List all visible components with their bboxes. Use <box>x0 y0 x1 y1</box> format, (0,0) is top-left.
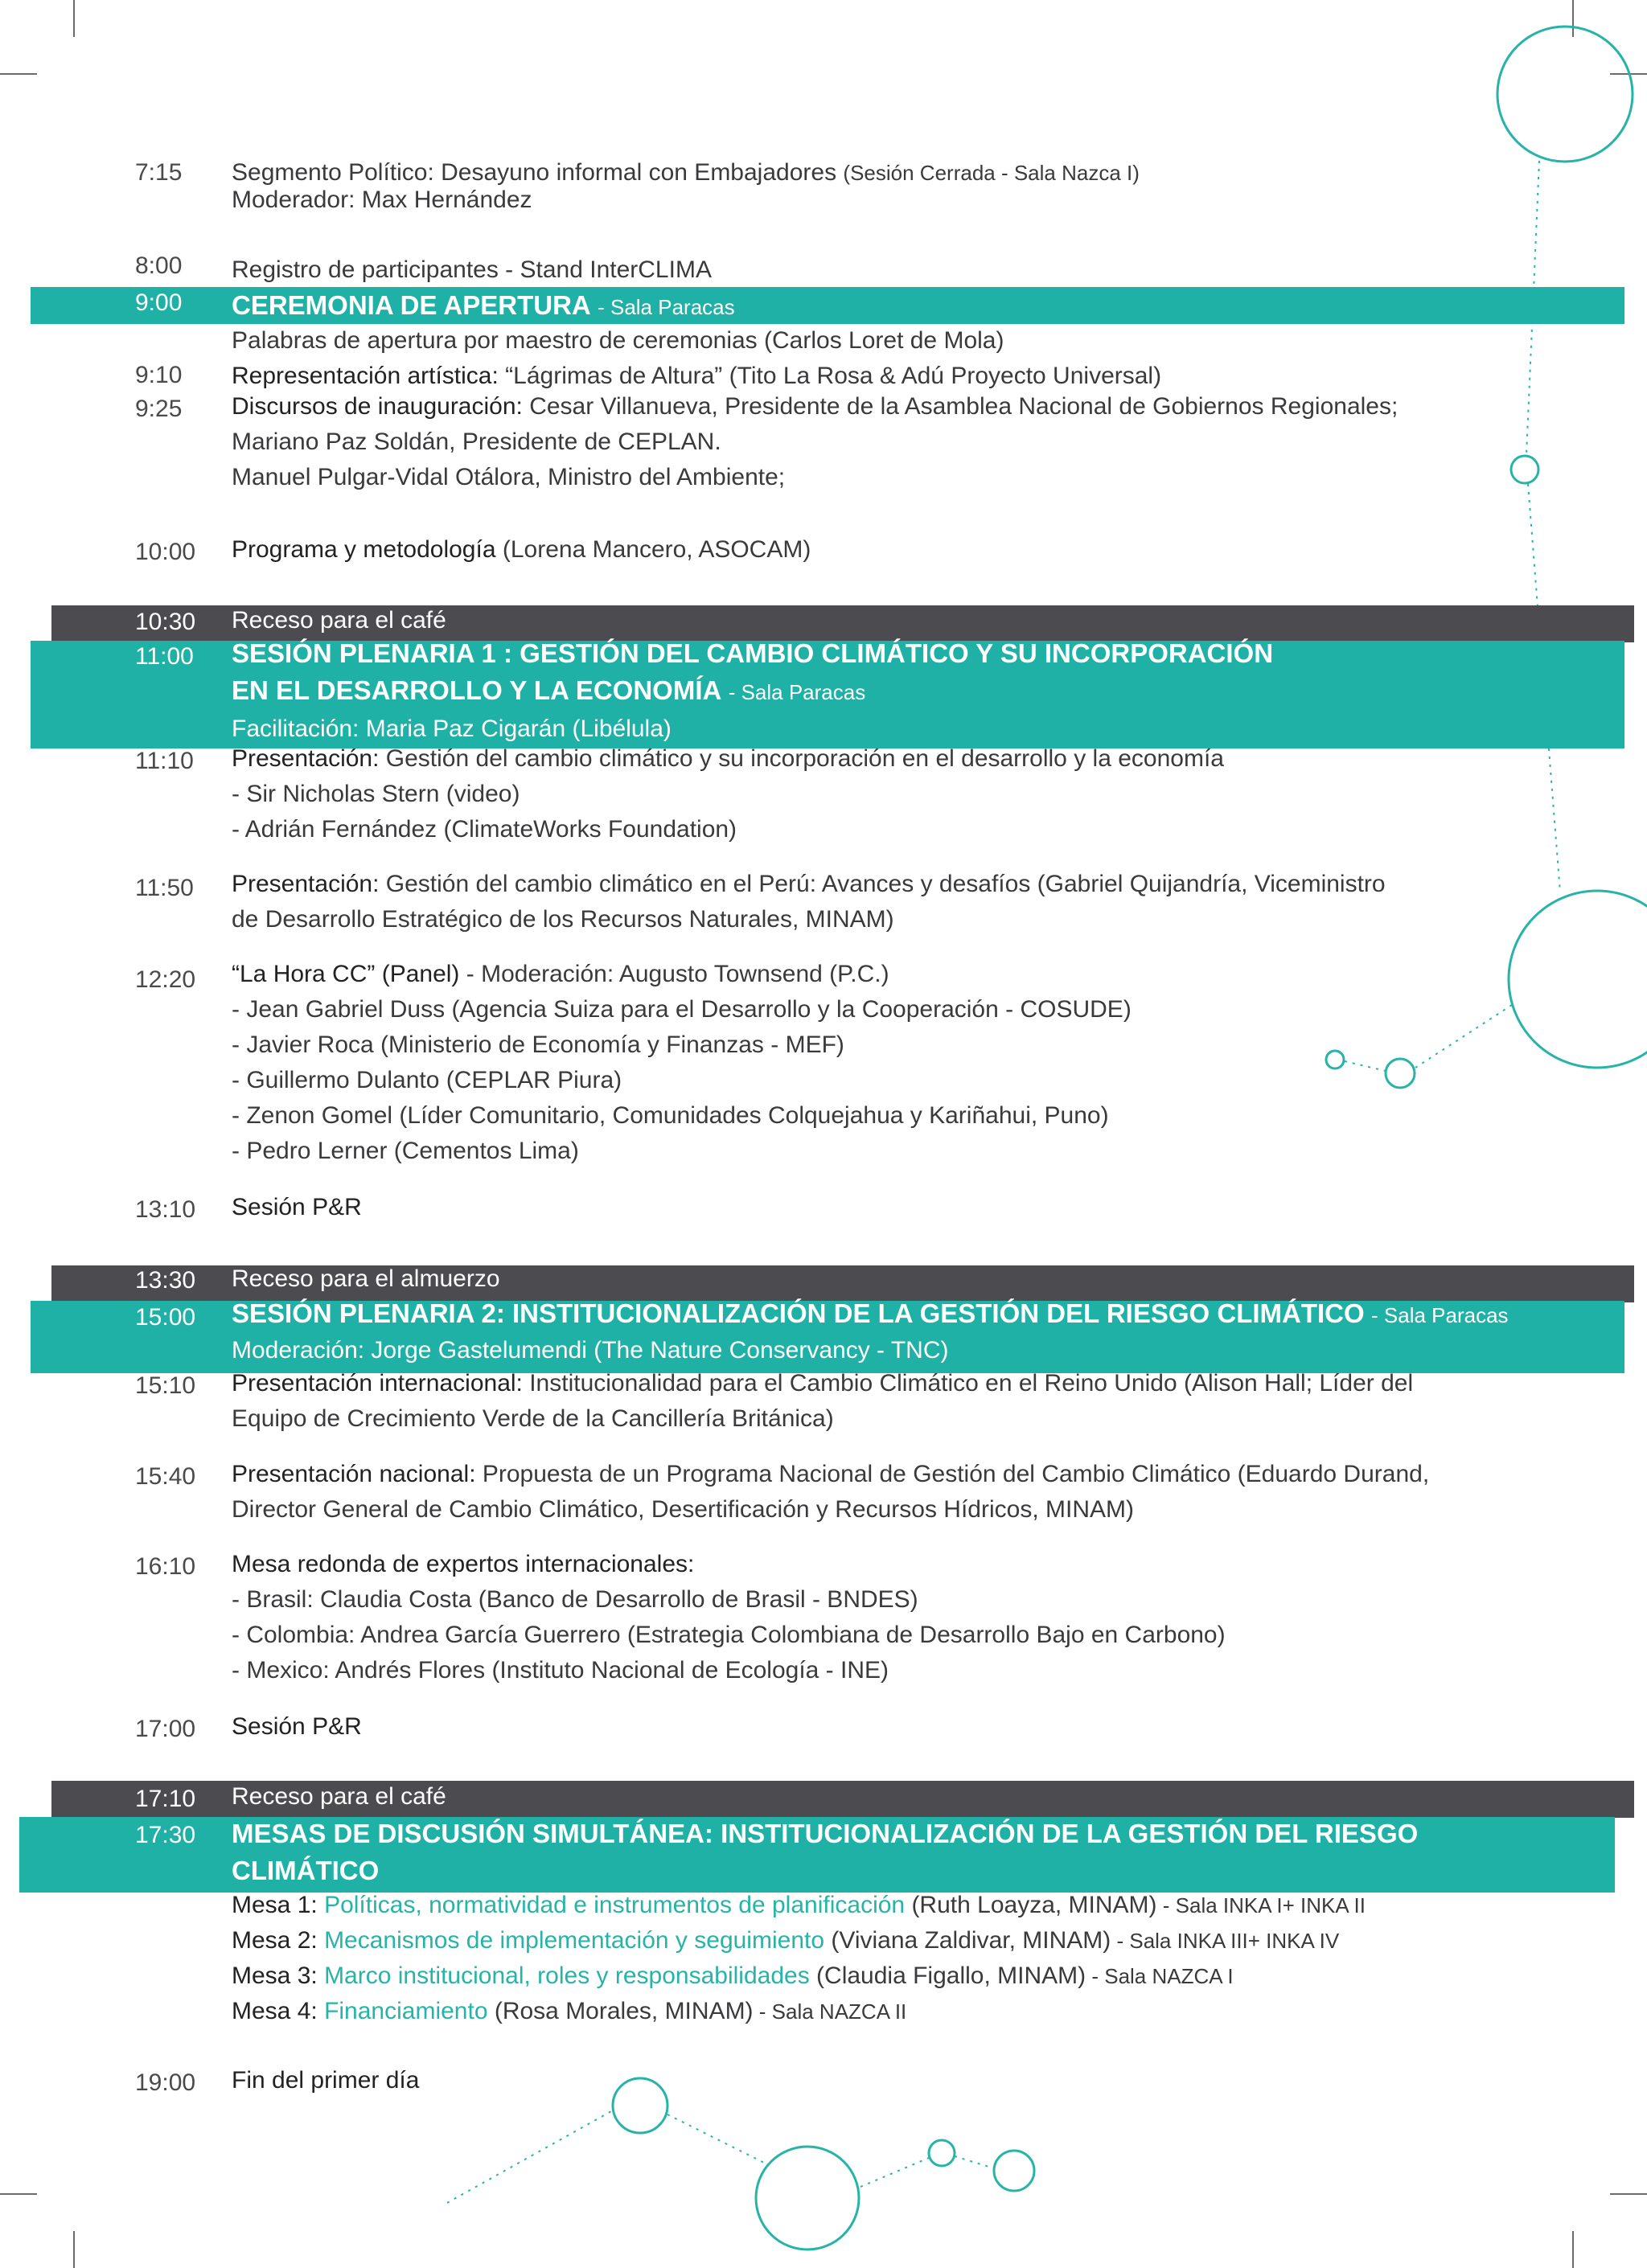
session-label: Mesa redonda de expertos internacionales: <box>232 1551 695 1577</box>
panel-member: - Pedro Lerner (Cementos Lima) <box>232 1138 579 1164</box>
session-title: EN EL DESARROLLO Y LA ECONOMÍA <box>232 675 722 705</box>
session-text: Sesión P&R <box>232 1194 362 1220</box>
time-label: 17:30 <box>135 1822 196 1848</box>
mesa-label: Mesa 1: <box>232 1892 325 1918</box>
time-label: 15:00 <box>135 1304 196 1331</box>
session-text: Registro de participantes - Stand InterCLIMA <box>232 256 712 283</box>
mesa-room: - Sala NAZCA II <box>753 1999 907 2024</box>
mesa-topic: Financiamiento <box>324 1998 488 2024</box>
time-label: 15:40 <box>135 1463 196 1490</box>
time-label: 13:10 <box>135 1196 196 1223</box>
session-label: Programa y metodología <box>232 536 496 563</box>
session-line: Manuel Pulgar-Vidal Otálora, Ministro del Ambiente; <box>232 464 786 490</box>
mesa-room: - Sala NAZCA I <box>1086 1964 1234 1988</box>
mesa-topic: Marco institucional, roles y responsabilidades <box>324 1962 810 1989</box>
panel-member: - Mexico: Andrés Flores (Instituto Nacional de Ecología - INE) <box>232 1657 889 1684</box>
session-title: SESIÓN PLENARIA 1 : GESTIÓN DEL CAMBIO CLIMÁTICO Y SU INCORPORACIÓN <box>232 638 1274 668</box>
session-text: Receso para el almuerzo <box>232 1265 500 1292</box>
time-label: 9:00 <box>135 289 183 316</box>
session-text: Sesión P&R <box>232 1713 362 1740</box>
session-room: - Sala Paracas <box>1371 1303 1509 1327</box>
mesa-lead: (Claudia Figallo, MINAM) <box>809 1962 1086 1989</box>
time-label: 12:20 <box>135 966 196 993</box>
session-label: Presentación: <box>232 871 380 897</box>
session-text: Receso para el café <box>232 1783 446 1810</box>
session-title: Segmento Político: Desayuno informal con Embajadores <box>232 159 837 186</box>
session-room: (Sesión Cerrada - Sala Nazca I) <box>843 161 1140 185</box>
session-label: Representación artística: <box>232 363 499 389</box>
session-label: “La Hora CC” (Panel) <box>232 961 460 987</box>
session-label: Presentación nacional: <box>232 1461 476 1487</box>
panel-member: - Javier Roca (Ministerio de Economía y Finanzas - MEF) <box>232 1031 844 1058</box>
time-label: 17:10 <box>135 1786 196 1812</box>
session-text: Receso para el café <box>232 607 446 634</box>
session-text: Gestión del cambio climático en el Perú: Avances y desafíos (Gabriel Quijandría, Viceministro <box>379 871 1386 897</box>
session-text: (Lorena Mancero, ASOCAM) <box>495 536 811 563</box>
time-label: 13:30 <box>135 1267 196 1294</box>
panel-member: - Colombia: Andrea García Guerrero (Estrategia Colombiana de Desarrollo Bajo en Carbono) <box>232 1622 1226 1648</box>
mesa-label: Mesa 4: <box>232 1998 325 2024</box>
mesa-label: Mesa 3: <box>232 1962 325 1989</box>
panel-member: - Brasil: Claudia Costa (Banco de Desarrollo de Brasil - BNDES) <box>232 1586 918 1613</box>
session-line: de Desarrollo Estratégico de los Recursos Naturales, MINAM) <box>232 906 894 933</box>
mesa-item <box>232 1923 1534 1958</box>
time-label: 11:00 <box>135 643 194 670</box>
time-label: 16:10 <box>135 1553 196 1580</box>
mesa-room: - Sala INKA III+ INKA IV <box>1111 1929 1340 1953</box>
mesa-topic: Mecanismos de implementación y seguimiento <box>324 1927 825 1954</box>
session-text: Propuesta de un Programa Nacional de Gestión del Cambio Climático (Eduardo Durand, <box>475 1461 1430 1487</box>
session-moderator: Moderador: Max Hernández <box>232 187 532 213</box>
time-label: 10:00 <box>135 539 196 565</box>
session-text: “Lágrimas de Altura” (Tito La Rosa & Adú Proyecto Universal) <box>498 363 1162 389</box>
session-title: SESIÓN PLENARIA 2: INSTITUCIONALIZACIÓN DE LA GESTIÓN DEL RIESGO CLIMÁTICO <box>232 1298 1365 1328</box>
session-facilitation: Facilitación: Maria Paz Cigarán (Libélula) <box>232 716 672 742</box>
time-label: 8:00 <box>135 252 183 279</box>
time-label: 7:15 <box>135 159 183 186</box>
mesa-room: - Sala INKA I+ INKA II <box>1156 1893 1366 1917</box>
session-title: MESAS DE DISCUSIÓN SIMULTÁNEA: INSTITUCIONALIZACIÓN DE LA GESTIÓN DEL RIESGO <box>232 1819 1419 1848</box>
mesa-topic: Políticas, normatividad e instrumentos de planificación <box>324 1892 906 1918</box>
time-label: 11:10 <box>135 748 194 774</box>
session-label: Presentación internacional: <box>232 1370 523 1396</box>
session-label: Discursos de inauguración: <box>232 393 523 420</box>
session-line: Director General de Cambio Climático, Desertificación y Recursos Hídricos, MINAM) <box>232 1496 1134 1523</box>
time-label: 15:10 <box>135 1372 196 1399</box>
time-label: 11:50 <box>135 875 194 901</box>
panel-member: - Jean Gabriel Duss (Agencia Suiza para el Desarrollo y la Cooperación - COSUDE) <box>232 996 1132 1023</box>
session-title: CLIMÁTICO <box>232 1856 380 1885</box>
session-text: - Moderación: Augusto Townsend (P.C.) <box>459 961 889 987</box>
session-line: Equipo de Crecimiento Verde de la Cancillería Británica) <box>232 1405 834 1432</box>
session-line: - Sir Nicholas Stern (video) <box>232 781 520 807</box>
session-text: Palabras de apertura por maestro de ceremonias (Carlos Loret de Mola) <box>232 327 1004 354</box>
session-room: - Sala Paracas <box>728 680 866 704</box>
session-line: Mariano Paz Soldán, Presidente de CEPLAN. <box>232 429 721 455</box>
time-label: 17:00 <box>135 1716 196 1742</box>
mesa-item <box>232 1888 1534 1923</box>
panel-member: - Zenon Gomel (Líder Comunitario, Comunidades Colquejahua y Kariñahui, Puno) <box>232 1102 1109 1129</box>
mesa-lead: (Ruth Loayza, MINAM) <box>905 1892 1157 1918</box>
session-title: CEREMONIA DE APERTURA <box>232 290 591 320</box>
panel-member: - Guillermo Dulanto (CEPLAR Piura) <box>232 1067 622 1093</box>
session-moderation: Moderación: Jorge Gastelumendi (The Nature Conservancy - TNC) <box>232 1337 949 1364</box>
mesa-label: Mesa 2: <box>232 1927 325 1954</box>
mesa-item <box>232 1994 1534 2029</box>
session-text: Institucionalidad para el Cambio Climático en el Reino Unido (Alison Hall; Líder del <box>522 1370 1414 1396</box>
mesa-item <box>232 1958 1534 1994</box>
session-text: Gestión del cambio climático y su incorporación en el desarrollo y la economía <box>379 745 1224 772</box>
session-text: Fin del primer día <box>232 2067 420 2094</box>
session-room: - Sala Paracas <box>598 295 735 319</box>
mesa-lead: (Viviana Zaldivar, MINAM) <box>824 1927 1111 1954</box>
session-label: Presentación: <box>232 745 380 772</box>
time-label: 19:00 <box>135 2069 196 2096</box>
time-label: 10:30 <box>135 609 196 635</box>
time-label: 9:10 <box>135 362 183 388</box>
session-line: - Adrián Fernández (ClimateWorks Foundation) <box>232 816 737 843</box>
mesa-lead: (Rosa Morales, MINAM) <box>487 1998 754 2024</box>
time-label: 9:25 <box>135 396 183 422</box>
session-text: Cesar Villanueva, Presidente de la Asamblea Nacional de Gobiernos Regionales; <box>522 393 1399 420</box>
